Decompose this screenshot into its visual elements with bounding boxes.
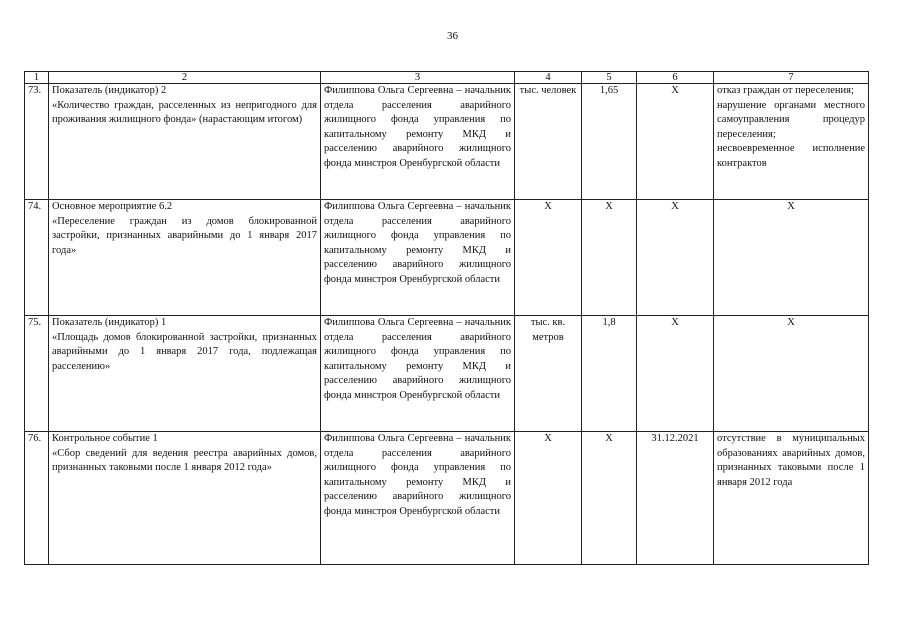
table-row [25, 316, 869, 432]
table-row [25, 432, 869, 565]
date-cell: Х [637, 200, 714, 316]
risk-cell [714, 316, 869, 432]
indicator-cell [49, 84, 321, 200]
table-row [25, 200, 869, 316]
risk-cell [714, 432, 869, 565]
risk-item: Х [787, 201, 795, 212]
plan-table [24, 71, 869, 565]
page-number: 36 [447, 30, 458, 42]
row-number: 76. [25, 432, 49, 565]
value-cell: 1,65 [582, 84, 637, 200]
date-cell: Х [637, 84, 714, 200]
date-cell: Х [637, 316, 714, 432]
unit-cell: Х [515, 432, 582, 565]
indicator-cell [49, 316, 321, 432]
column-header: 4 [515, 72, 582, 84]
date-cell: 31.12.2021 [637, 432, 714, 565]
responsible-cell: Филиппова Ольга Сергеевна – начальник отдела расселения аварийного жилищного фонда управления по капитальному ремонту МКД и расселению аварийного жилищного фонда минстроя Оренбургской области [321, 316, 515, 432]
indicator-title: Показатель (индикатор) 1 [52, 317, 167, 328]
column-header: 6 [637, 72, 714, 84]
column-header: 7 [714, 72, 869, 84]
column-header: 5 [582, 72, 637, 84]
responsible-cell: Филиппова Ольга Сергеевна – начальник отдела расселения аварийного жилищного фонда управления по капитальному ремонту МКД и расселению аварийного жилищного фонда минстроя Оренбургской области [321, 432, 515, 565]
indicator-description: «Количество граждан, расселенных из непригодного для проживания жилищного фонда» (нарастающим итогом) [52, 99, 317, 125]
responsible-cell: Филиппова Ольга Сергеевна – начальник отдела расселения аварийного жилищного фонда управления по капитальному ремонту МКД и расселению аварийного жилищного фонда минстроя Оренбургской области [321, 200, 515, 316]
row-number: 74. [25, 200, 49, 316]
row-number: 73. [25, 84, 49, 200]
unit-cell: Х [515, 200, 582, 316]
row-number: 75. [25, 316, 49, 432]
risk-item: несвоевременное исполнение контрактов [717, 143, 865, 169]
table-row [25, 84, 869, 200]
risk-item: отказ граждан от переселения; [717, 85, 854, 96]
unit-cell: тыс. кв. метров [515, 316, 582, 432]
indicator-title: Основное мероприятие 6.2 [52, 201, 173, 212]
risk-cell [714, 84, 869, 200]
indicator-description: «Площадь домов блокированной застройки, признанных аварийными до 1 января 2017 года, подлежащая расселению» [52, 331, 317, 372]
responsible-cell: Филиппова Ольга Сергеевна – начальник отдела расселения аварийного жилищного фонда управления по капитальному ремонту МКД и расселению аварийного жилищного фонда минстроя Оренбургской области [321, 84, 515, 200]
value-cell: 1,8 [582, 316, 637, 432]
unit-cell: тыс. человек [515, 84, 582, 200]
value-cell: Х [582, 200, 637, 316]
indicator-cell [49, 432, 321, 565]
indicator-title: Контрольное событие 1 [52, 433, 158, 444]
risk-cell [714, 200, 869, 316]
header-row [25, 72, 869, 84]
indicator-description: «Сбор сведений для ведения реестра аварийных домов, признанных таковыми после 1 января 2012 года» [52, 447, 317, 473]
indicator-description: «Переселение граждан из домов блокированной застройки, признанных аварийными до 1 января 2017 года» [52, 215, 317, 256]
risk-item: Х [787, 317, 795, 328]
risk-item: отсутствие в муниципальных образованиях аварийных домов, признанных таковыми после 1 января 2012 года [717, 433, 865, 488]
indicator-title: Показатель (индикатор) 2 [52, 85, 167, 96]
column-header: 3 [321, 72, 515, 84]
indicator-cell [49, 200, 321, 316]
column-header: 2 [49, 72, 321, 84]
column-header: 1 [25, 72, 49, 84]
value-cell: Х [582, 432, 637, 565]
risk-item: нарушение органами местного самоуправления процедур переселения; [717, 99, 865, 140]
